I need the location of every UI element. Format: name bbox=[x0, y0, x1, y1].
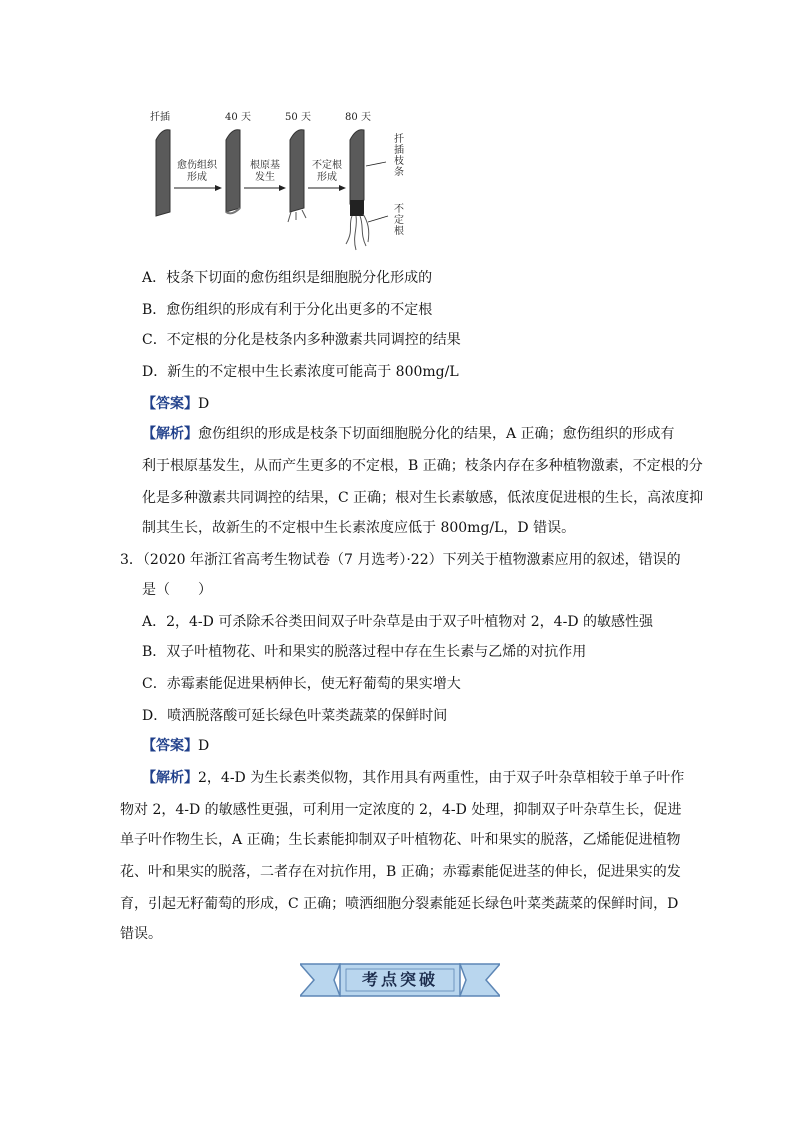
stem-cutting bbox=[156, 130, 170, 216]
side-label-root: 不定根 bbox=[394, 204, 404, 237]
q2-option-d: D．新生的不定根中生长素浓度可能高于 800mg/L bbox=[142, 364, 459, 380]
q2-option-b: B．愈伤组织的形成有利于分化出更多的不定根 bbox=[142, 302, 433, 318]
q3-answer bbox=[142, 736, 209, 756]
analysis-text: 愈伤组织的形成是枝条下切面细胞脱分化的结果，A 正确；愈伤组织的形成有 bbox=[198, 426, 675, 442]
answer-value: D bbox=[198, 738, 210, 754]
analysis-tag: 【解析】 bbox=[142, 770, 198, 786]
arrow-1 bbox=[174, 158, 222, 191]
side-label-cutting: 扦插枝条 bbox=[394, 134, 404, 178]
q2-analysis-line-1 bbox=[142, 424, 675, 444]
arrow-2 bbox=[244, 158, 286, 191]
analysis-tag: 【解析】 bbox=[142, 426, 198, 442]
q3-analysis-line-1 bbox=[142, 768, 684, 788]
cutting-rooting-diagram bbox=[140, 104, 420, 254]
arrow-label: 形成 bbox=[187, 172, 207, 183]
stem-50-days bbox=[288, 130, 306, 222]
q2-option-a: A．枝条下切面的愈伤组织是细胞脱分化形成的 bbox=[142, 270, 433, 286]
q3-analysis-line-3: 单子叶作物生长，A 正确；生长素能抑制双子叶植物花、叶和果实的脱落，乙烯能促进植物 bbox=[120, 832, 681, 848]
q3-stem-line-1: 3．（2020 年浙江省高考生物试卷（7 月选考）·22）下列关于植物激素应用的叙述，错误的 bbox=[120, 552, 681, 568]
stage-label: 80 天 bbox=[345, 112, 371, 123]
q3-analysis-line-6: 错误。 bbox=[120, 926, 162, 942]
answer-value: D bbox=[198, 396, 210, 412]
q3-analysis-line-2: 物对 2，4-D 的敏感性更强，可利用一定浓度的 2，4-D 处理，抑制双子叶杂草生长，促进 bbox=[120, 802, 682, 818]
q3-option-a: A．2，4-D 可杀除禾谷类田间双子叶杂草是由于双子叶植物对 2，4-D 的敏感性强 bbox=[142, 614, 653, 630]
arrow-label: 不定根 bbox=[312, 160, 342, 171]
q2-option-c: C．不定根的分化是枝条内多种激素共同调控的结果 bbox=[142, 332, 461, 348]
answer-tag: 【答案】 bbox=[142, 396, 198, 412]
q2-analysis-line-3: 化是多种激素共同调控的结果，C 正确；根对生长素敏感，低浓度促进根的生长，高浓度抑 bbox=[142, 490, 704, 506]
q2-answer bbox=[142, 394, 209, 414]
q2-analysis-line-2: 利于根原基发生，从而产生更多的不定根，B 正确；枝条内存在多种植物激素，不定根的分 bbox=[142, 458, 703, 474]
q3-analysis-line-4: 花、叶和果实的脱落，二者存在对抗作用，B 正确；赤霉素能促进茎的伸长，促进果实的发 bbox=[120, 864, 681, 880]
stem-40-days bbox=[226, 130, 240, 214]
stage-label: 50 天 bbox=[285, 112, 311, 123]
q3-option-d: D．喷洒脱落酸可延长绿色叶菜类蔬菜的保鲜时间 bbox=[142, 708, 448, 724]
arrow-label: 根原基 bbox=[250, 160, 280, 171]
diagram-svg bbox=[140, 104, 420, 254]
q3-stem-line-2: 是（ ） bbox=[142, 582, 212, 598]
answer-tag: 【答案】 bbox=[142, 738, 198, 754]
stage-label: 扦插 bbox=[150, 112, 170, 123]
stem-80-days bbox=[346, 130, 369, 250]
arrow-3 bbox=[308, 158, 346, 191]
arrow-label: 发生 bbox=[255, 172, 275, 183]
analysis-text: 2，4-D 为生长素类似物，其作用具有两重性，由于双子叶杂草相较于单子叶作 bbox=[198, 770, 685, 786]
stage-label: 40 天 bbox=[225, 112, 251, 123]
arrow-label: 愈伤组织 bbox=[177, 160, 217, 171]
banner-title: 考点突破 bbox=[361, 970, 438, 989]
q3-analysis-line-5: 育，引起无籽葡萄的形成，C 正确；喷洒细胞分裂素能延长绿色叶菜类蔬菜的保鲜时间，D bbox=[120, 896, 679, 912]
q3-option-b: B．双子叶植物花、叶和果实的脱落过程中存在生长素与乙烯的对抗作用 bbox=[142, 644, 587, 660]
arrow-label: 形成 bbox=[317, 172, 337, 183]
q2-analysis-line-4: 制其生长，故新生的不定根中生长素浓度应低于 800mg/L，D 错误。 bbox=[142, 520, 576, 536]
q3-option-c: C．赤霉素能促进果柄伸长，使无籽葡萄的果实增大 bbox=[142, 676, 461, 692]
